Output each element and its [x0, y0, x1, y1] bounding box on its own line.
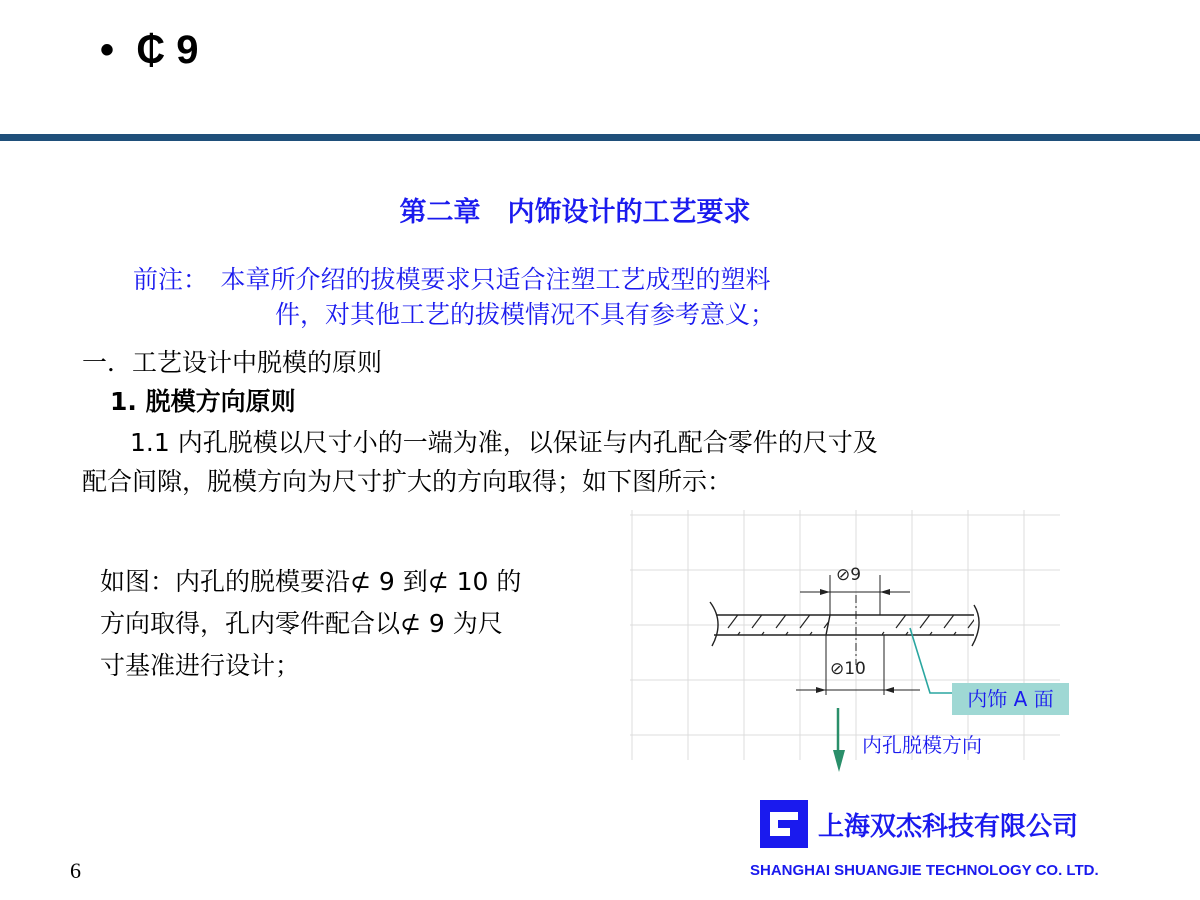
- company-logo: [760, 800, 808, 848]
- surface-leader: [910, 628, 952, 693]
- plate-section: [710, 602, 979, 646]
- figure-caption-line-3: 寸基准进行设计；: [100, 651, 301, 680]
- company-name-en: SHANGHAI SHUANGJIE TECHNOLOGY CO. LTD.: [750, 862, 1099, 879]
- title-divider: [0, 134, 1200, 141]
- figure-caption-line-1: 如图：内孔的脱模要沿⊄ 9 到⊄ 10 的: [100, 567, 522, 596]
- paragraph-line-1: 1.1 内孔脱模以尺寸小的一端为准，以保证与内孔配合零件的尺寸及: [130, 428, 878, 457]
- paragraph-line-2: 配合间隙，脱模方向为尺寸扩大的方向取得；如下图所示：: [82, 467, 733, 496]
- section-heading: 一．工艺设计中脱模的原则: [82, 348, 383, 377]
- draft-diagram: [630, 510, 1060, 760]
- figure-caption-line-2: 方向取得，孔内零件配合以⊄ 9 为尺: [100, 609, 503, 638]
- note-line-1: 前注： 本章所介绍的拔模要求只适合注塑工艺成型的塑料: [133, 265, 771, 294]
- note-line-2: 件，对其他工艺的拔模情况不具有参考意义；: [275, 300, 776, 329]
- surface-a-label: 内饰 A 面: [952, 683, 1069, 715]
- subsection-heading: 1. 脱模方向原则: [110, 387, 296, 416]
- draft-direction-label: 内孔脱模方向: [862, 733, 982, 757]
- slide-title: • ₵ 9: [100, 28, 199, 72]
- dimension-bottom: [796, 635, 920, 695]
- chapter-title: 第二章 内饰设计的工艺要求: [399, 197, 751, 228]
- page-number: 6: [70, 858, 81, 883]
- company-name-cn: 上海双杰科技有限公司: [818, 812, 1079, 842]
- dim-top-label: ⊘9: [836, 565, 862, 585]
- arrow-down-icon: [829, 750, 849, 774]
- dim-bottom-label: ⊘10: [830, 659, 866, 679]
- dimension-top: [800, 565, 910, 615]
